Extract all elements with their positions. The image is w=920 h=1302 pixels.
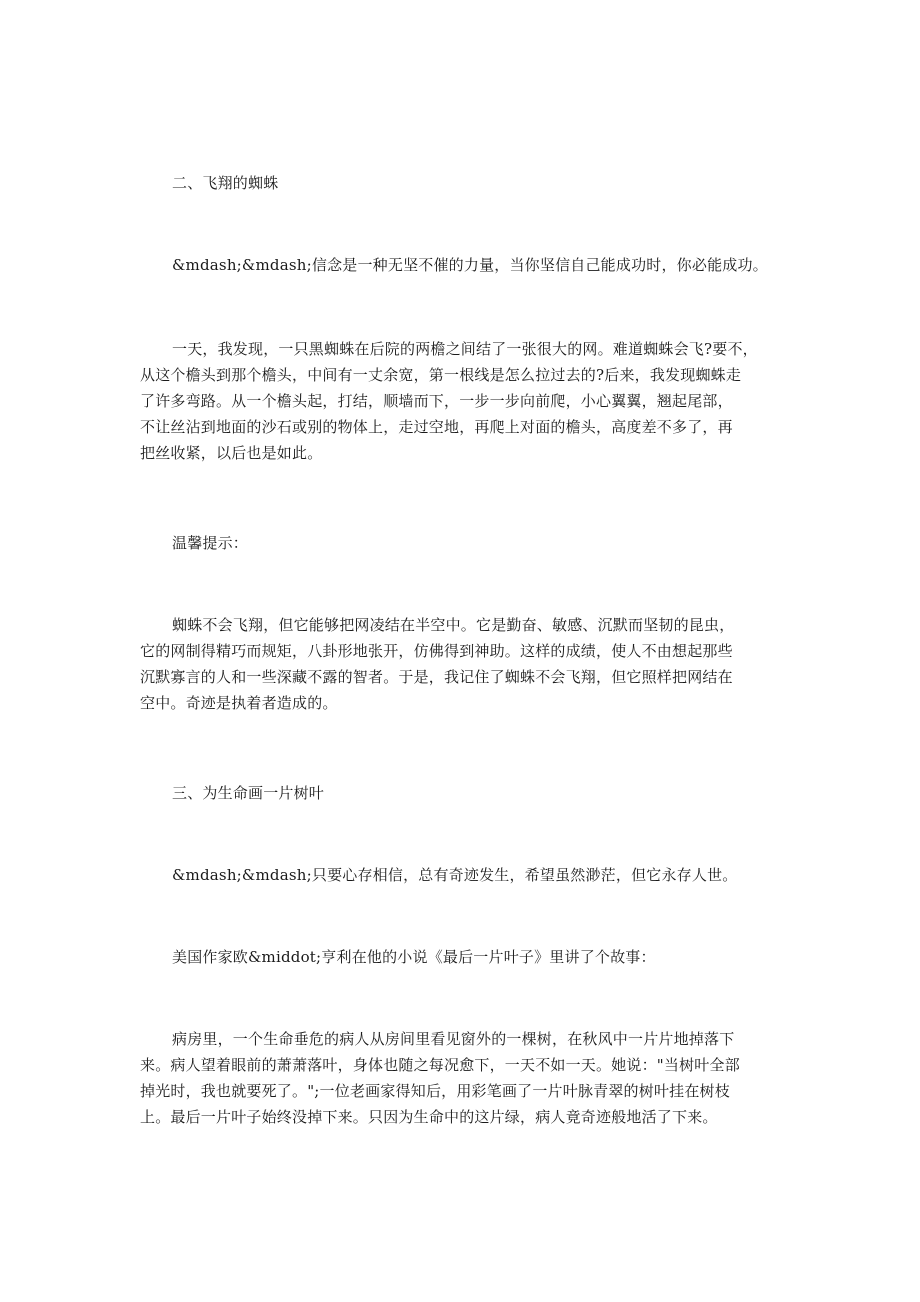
paragraph-line: 把丝收紧，以后也是如此。	[140, 444, 323, 462]
story-intro: 美国作家欧&middot;亨利在他的小说《最后一片叶子》里讲了个故事：	[172, 948, 656, 966]
paragraph-line: 从这个檐头到那个檐头，中间有一丈余宽，第一根线是怎么拉过去的?后来，我发现蜘蛛走	[140, 366, 742, 384]
paragraph-line: 不让丝沾到地面的沙石或别的物体上，走过空地，再爬上对面的檐头，高度差不多了，再	[140, 418, 733, 436]
spider-story-paragraph	[140, 336, 790, 466]
paragraph-line: 蜘蛛不会飞翔，但它能够把网凌结在半空中。它是勤奋、敏感、沉默而坚韧的昆虫，	[172, 616, 735, 634]
paragraph-line: 沉默寡言的人和一些深藏不露的智者。于是，我记住了蜘蛛不会飞翔，但它照样把网结在	[140, 668, 733, 686]
tip-paragraph	[140, 612, 790, 716]
paragraph-line: 了许多弯路。从一个檐头起，打结，顺墙而下，一步一步向前爬，小心翼翼，翘起尾部，	[140, 392, 733, 410]
motto-hope: &mdash;&mdash;只要心存相信，总有奇迹发生，希望虽然渺茫，但它永存人世。	[172, 866, 738, 884]
paragraph-line: 它的网制得精巧而规矩，八卦形地张开，仿佛得到神助。这样的成绩，使人不由想起那些	[140, 642, 733, 660]
paragraph-line: 空中。奇迹是执着者造成的。	[140, 694, 338, 712]
section-heading-draw-a-leaf: 三、为生命画一片树叶	[172, 784, 325, 802]
paragraph-line: 掉光时，我也就要死了。";一位老画家得知后，用彩笔画了一片叶脉青翠的树叶挂在树枝	[140, 1082, 730, 1100]
tip-label: 温馨提示：	[172, 534, 249, 552]
paragraph-line: 一天，我发现，一只黑蜘蛛在后院的两檐之间结了一张很大的网。难道蜘蛛会飞?要不，	[172, 340, 758, 358]
leaf-story-paragraph	[140, 1026, 790, 1130]
paragraph-line: 来。病人望着眼前的萧萧落叶，身体也随之每况愈下，一天不如一天。她说："当树叶全部	[140, 1056, 740, 1074]
paragraph-line: 病房里，一个生命垂危的病人从房间里看见窗外的一棵树，在秋风中一片片地掉落下	[172, 1030, 735, 1048]
motto-belief: &mdash;&mdash;信念是一种无坚不催的力量，当你坚信自己能成功时，你必能成功。	[172, 256, 768, 274]
paragraph-line: 上。最后一片叶子始终没掉下来。只因为生命中的这片绿，病人竟奇迹般地活了下来。	[140, 1108, 718, 1126]
section-heading-flying-spider: 二、飞翔的蜘蛛	[172, 174, 279, 192]
